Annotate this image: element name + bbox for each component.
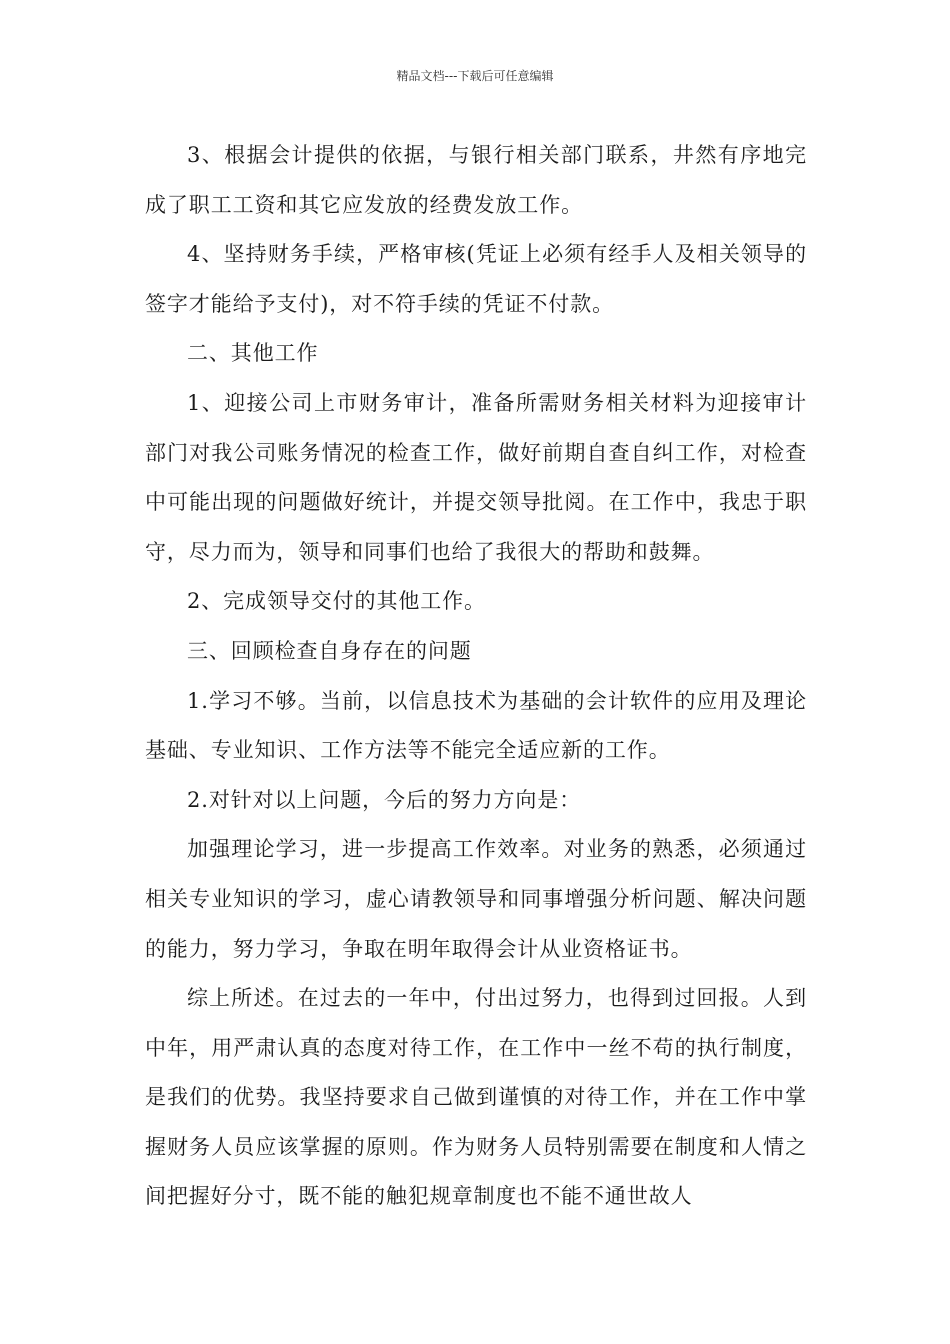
document-body	[145, 131, 807, 1222]
paragraph-item-2-other-tasks: 2、完成领导交付的其他工作。	[187, 589, 486, 614]
paragraph-item-4-audit-procedure: 4、坚持财务手续，严格审核(凭证上必须有经手人及相关领导的签字才能给予支付)，对不符手续的凭证不付款。	[145, 242, 807, 316]
paragraph-item-1-insufficient-study: 1.学习不够。当前，以信息技术为基础的会计软件的应用及理论基础、专业知识、工作方法等不能完全适应新的工作。	[145, 688, 807, 763]
paragraph-item-1-listing-audit: 1、迎接公司上市财务审计，准备所需财务相关材料为迎接审计部门对我公司账务情况的检查工作，做好前期自查自纠工作，对检查中可能出现的问题做好统计，并提交领导批阅。在工作中，我忠于职守，尽力而为，领导和同事们也给了我很大的帮助和鼓舞。	[145, 390, 807, 564]
page-header: 精品文档---下载后可任意编辑	[396, 69, 554, 83]
section-heading-other-work: 二、其他工作	[187, 341, 319, 366]
paragraph-strengthen-theory: 加强理论学习，进一步提高工作效率。对业务的熟悉，必须通过相关专业知识的学习，虚心请教领导和同事增强分析问题、解决问题的能力，努力学习，争取在明年取得会计从业资格证书。	[145, 837, 807, 961]
paragraph-summary: 综上所述。在过去的一年中，付出过努力，也得到过回报。人到中年，用严肃认真的态度对待工作，在工作中一丝不苟的执行制度，是我们的优势。我坚持要求自己做到谨慎的对待工作，并在工作中掌握财务人员应该掌握的原则。作为财务人员特别需要在制度和人情之间把握好分寸，既不能的触犯规章制度也不能不通世故人	[145, 986, 807, 1209]
section-heading-review-problems: 三、回顾检查自身存在的问题	[187, 638, 472, 663]
paragraph-item-2-improvement-direction: 2.对针对以上问题，今后的努力方向是：	[187, 787, 582, 812]
paragraph-item-3-wage-payment: 3、根据会计提供的依据，与银行相关部门联系，井然有序地完成了职工工资和其它应发放的经费发放工作。	[145, 143, 807, 217]
